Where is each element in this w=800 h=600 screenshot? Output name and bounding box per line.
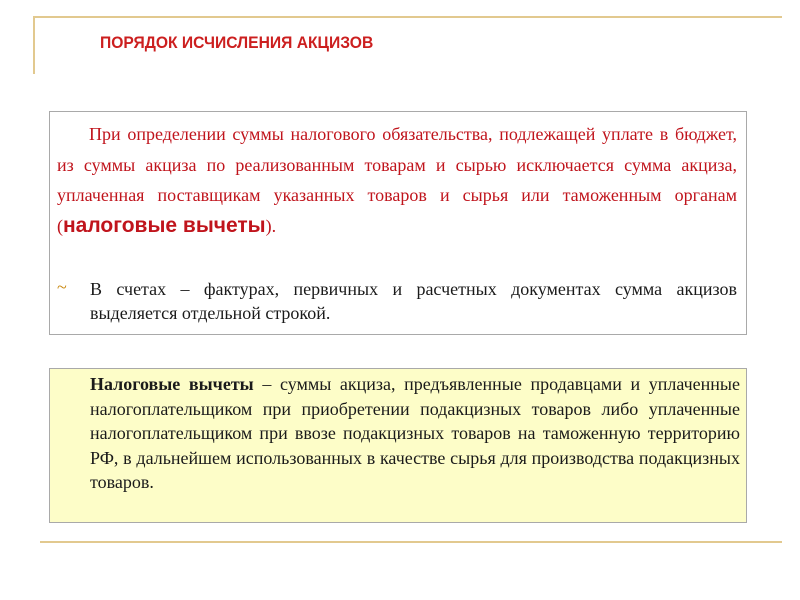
tilde-bullet-icon: ~ [57,277,67,297]
left-frame-line [33,16,35,74]
deduction-text: При определении суммы налогового обязательства, подлежащей уплате в бюджет, из суммы акциза по реализованным товарам и сырью исключается сумма акциза, уплаченная поставщикам указанных товаров и сырья или таможенным органам ( [57,124,737,236]
bottom-frame-line [40,541,782,543]
top-frame-line [34,16,782,18]
definition-paragraph [90,372,740,495]
deduction-highlight: налоговые вычеты [63,213,266,237]
tax-obligation-box [49,111,747,335]
definition-term: Налоговые вычеты [90,374,254,394]
deduction-text-end: ). [265,215,277,236]
deduction-paragraph [57,119,737,241]
definition-text: – суммы акциза, предъявленные продавцами и уплаченные налогоплательщиком при приобретении подакцизных товаров либо уплаченные налогоплательщиком при ввозе подакцизных товаров на таможенную территорию РФ, в дальнейшем использованных в качестве сырья для производства подакцизных товаров. [90,374,740,493]
bullet-item [57,277,737,325]
definition-box [49,368,747,523]
bullet-text: В счетах – фактурах, первичных и расчетных документах сумма акцизов выделяется отдельной строкой. [90,279,737,323]
slide-title: ПОРЯДОК ИСЧИСЛЕНИЯ АКЦИЗОВ [100,33,374,52]
